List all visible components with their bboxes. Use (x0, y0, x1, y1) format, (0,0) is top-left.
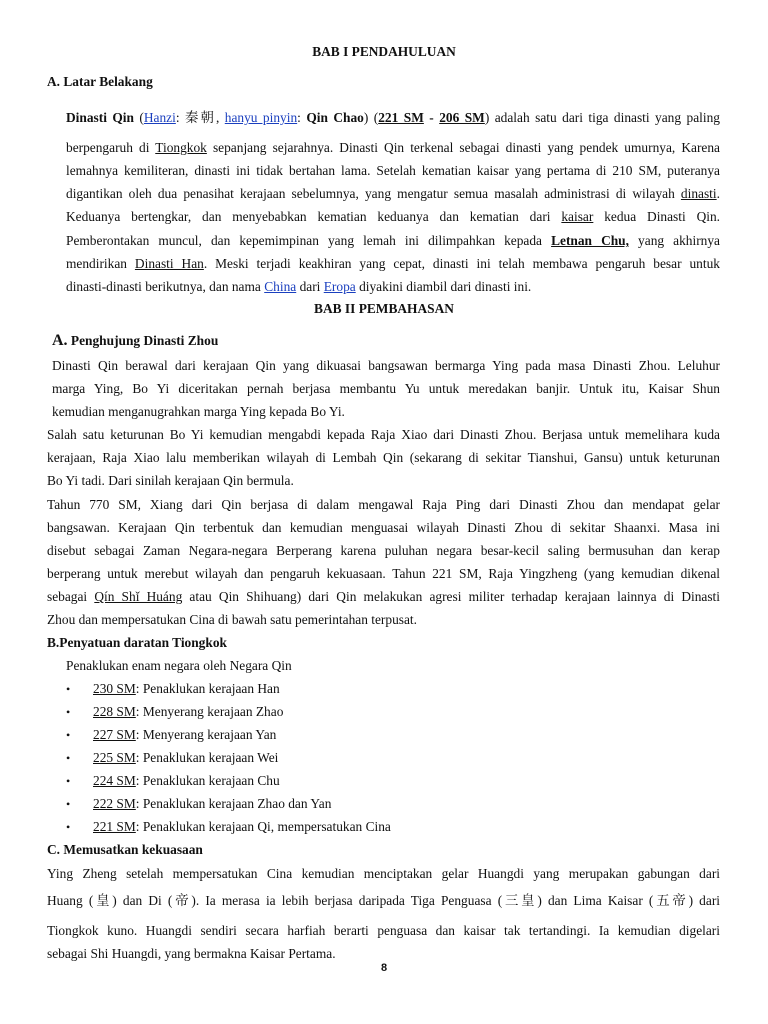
section-heading-penyatuan: B.Penyatuan daratan Tiongkok (47, 635, 227, 650)
link-year[interactable]: 227 SM (93, 727, 136, 742)
link-eropa[interactable]: Eropa (323, 279, 356, 294)
paragraph-line: disebut sebagai Zaman Negara-negara Berperang karena puluhan negara besar-kecil saling bermusuhan dan kerap (47, 543, 720, 558)
link-kaisar[interactable]: kaisar (561, 209, 594, 224)
link-year[interactable]: 230 SM (93, 681, 136, 696)
term-dinasti-qin: Dinasti Qin (66, 110, 134, 125)
link-hanzi[interactable]: Hanzi (143, 110, 176, 125)
paragraph-line: berperang untuk merebut wilayah dan pengaruh kekuasaan. Tahun 221 SM, Raja Yingzheng (yang kemudian dikenal (47, 566, 720, 581)
paragraph-line: lemahnya kemiliteran, dinasti ini tidak bertahan lama. Setelah kematian kaisar yang pertama di 210 SM, puteranya (66, 163, 720, 178)
paragraph-line: Huang (皇) dan Di (帝). Ia merasa ia lebih berjasa daripada Tiga Penguasa (三皇) dan Lima Kaisar (五帝) dari (47, 893, 720, 908)
list-item: 230 SM: Penaklukan kerajaan Han (93, 681, 280, 696)
link-year[interactable]: 228 SM (93, 704, 136, 719)
link-hanyu-pinyin[interactable]: hanyu pinyin (224, 110, 298, 125)
link-tiongkok[interactable]: Tiongkok (155, 140, 207, 155)
chapter-title-bab2: BAB II PEMBAHASAN (314, 301, 454, 316)
bullet-icon: • (66, 774, 71, 788)
list-item: 222 SM: Penaklukan kerajaan Zhao dan Yan (93, 796, 332, 811)
paragraph-line: sebagai Qín Shǐ Huáng atau Qin Shihuang) dari Qin melakukan agresi militer terhadap kerajaan lainnya di Dinasti (47, 589, 720, 604)
link-dinasti-han[interactable]: Dinasti Han (134, 256, 204, 271)
paragraph-line: bangsawan. Kerajaan Qin terbentuk dan kemudian menguasai wilayah Dinasti Zhou di sekitar Shaanxi. Masa ini (47, 520, 720, 535)
link-dinasti[interactable]: dinasti (680, 186, 717, 201)
list-item: 228 SM: Menyerang kerajaan Zhao (93, 704, 284, 719)
paragraph-line: mendirikan Dinasti Han. Meski terjadi keakhiran yang cepat, dinasti ini telah membawa pengaruh besar untuk (66, 256, 720, 271)
link-qin-shi-huang[interactable]: Qín Shǐ Huáng (94, 589, 183, 604)
paragraph-line: sebagai Shi Huangdi, yang bermakna Kaisar Pertama. (47, 946, 336, 961)
bullet-icon: • (66, 728, 71, 742)
paragraph-line: Zhou dan mempersatukan Cina di bawah satu pemerintahan terpusat. (47, 612, 417, 627)
section-heading-penghujung: A. Penghujung Dinasti Zhou (52, 332, 219, 349)
link-year[interactable]: 224 SM (93, 773, 136, 788)
paragraph-line: kerajaan, Raja Xiao lalu memberikan wilayah di Lembah Qin (sekarang di sekitar Tianshui, Gansu) untuk keturunan (47, 450, 720, 465)
paragraph-line: Tahun 770 SM, Xiang dari Qin berjasa di dalam mengawal Raja Ping dari Dinasti Zhou dan mendapat gelar (47, 497, 720, 512)
link-year[interactable]: 222 SM (93, 796, 136, 811)
link-year[interactable]: 221 SM (93, 819, 136, 834)
term-qin-chao: Qin Chao (306, 110, 364, 125)
paragraph-line: marga Ying, Bo Yi diceritakan pernah berjasa membantu Yu untuk meredakan banjir. Untuk itu, Kaisar Shun (52, 381, 720, 396)
paragraph-line: Bo Yi tadi. Dari sinilah kerajaan Qin bermula. (47, 473, 294, 488)
section-heading-memusatkan: C. Memusatkan kekuasaan (47, 842, 203, 857)
section-heading-latar-belakang: A. Latar Belakang (47, 74, 153, 89)
link-letnan-chu[interactable]: Letnan Chu, (551, 233, 629, 248)
paragraph-line: Dinasti Qin (Hanzi: 秦朝, hanyu pinyin: Qin Chao) (221 SM - 206 SM) adalah satu dari tiga dinasti yang paling (66, 110, 720, 125)
bullet-icon: • (66, 797, 71, 811)
link-year[interactable]: 225 SM (93, 750, 136, 765)
page-number: 8 (380, 962, 388, 974)
paragraph-line: dinasti-dinasti berikutnya, dan nama China dari Eropa diyakini diambil dari dinasti ini. (66, 279, 532, 294)
paragraph-line: kemudian menganugrahkan marga Ying kepada Bo Yi. (52, 404, 345, 419)
link-china[interactable]: China (264, 279, 297, 294)
link-221-sm[interactable]: 221 SM (378, 110, 424, 125)
bullet-icon: • (66, 751, 71, 765)
paragraph-line: Ying Zheng setelah mempersatukan Cina kemudian menciptakan gelar Huangdi yang merupakan gabungan dari (47, 866, 720, 881)
paragraph-line: berpengaruh di Tiongkok sepanjang sejarahnya. Dinasti Qin terkenal sebagai dinasti yang pendek umurnya, Karena (66, 140, 720, 155)
list-item: 225 SM: Penaklukan kerajaan Wei (93, 750, 279, 765)
link-206-sm[interactable]: 206 SM (439, 110, 485, 125)
paragraph-line: Salah satu keturunan Bo Yi kemudian mengabdi kepada Raja Xiao dari Dinasti Zhou. Berjasa untuk memelihara kuda (47, 427, 720, 442)
list-item: 224 SM: Penaklukan kerajaan Chu (93, 773, 280, 788)
paragraph-line: Keduanya bertengkar, dan menyebabkan kematian keduanya dan kematian dari kaisar kedua Dinasti Qin. (66, 209, 720, 224)
bullet-icon: • (66, 682, 71, 696)
list-intro: Penaklukan enam negara oleh Negara Qin (66, 658, 292, 673)
bullet-icon: • (66, 705, 71, 719)
list-item: 221 SM: Penaklukan kerajaan Qi, mempersatukan Cina (93, 819, 391, 834)
paragraph-line: Tiongkok kuno. Huangdi sendiri secara harfiah berarti penguasa dan kaisar tak tertandingi. Ia kemudian digelari (47, 923, 720, 938)
paragraph-line: Dinasti Qin berawal dari kerajaan Qin yang dikuasai bangsawan bermarga Ying pada masa Dinasti Zhou. Leluhur (52, 358, 720, 373)
bullet-icon: • (66, 820, 71, 834)
paragraph-line: Pemberontakan muncul, dan kepemimpinan yang lemah ini dilimpahkan kepada Letnan Chu, yang akhirnya (66, 233, 720, 248)
paragraph-line: digantikan oleh dua penasihat kerajaan sebelumnya, yang mengatur semua masalah administrasi di wilayah dinasti. (66, 186, 720, 201)
chapter-title-bab1: BAB I PENDAHULUAN (312, 44, 456, 59)
list-item: 227 SM: Menyerang kerajaan Yan (93, 727, 277, 742)
